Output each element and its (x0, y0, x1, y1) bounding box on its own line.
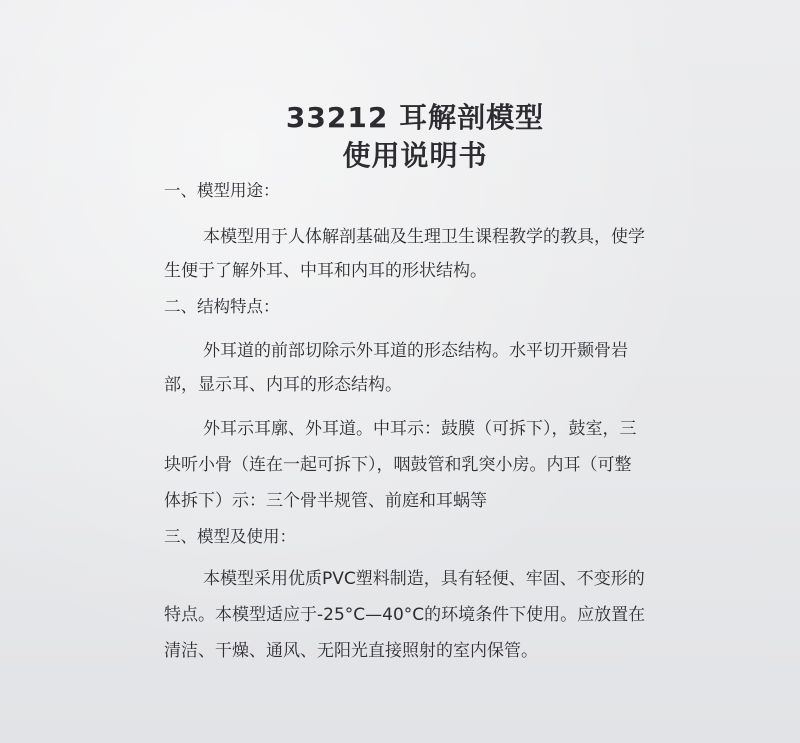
document-title: 33212 耳解剖模型 (285, 101, 545, 134)
section-heading-purpose: 一、模型用途： (164, 181, 280, 200)
paragraph-line: 部，显示耳、内耳的形态结构。 (164, 375, 402, 395)
paragraph-line: 外耳示耳廓、外耳道。中耳示：鼓膜（可拆下），鼓室，三 (203, 419, 637, 439)
section-heading-structure: 二、结构特点： (164, 297, 280, 316)
paragraph-line: 生便于了解外耳、中耳和内耳的形状结构。 (164, 261, 487, 281)
paragraph-line: 特点。本模型适应于-25°C—40°C的环境条件下使用。应放置在 (164, 605, 646, 625)
paragraph-line: 体拆下）示：三个骨半规管、前庭和耳蜗等 (164, 491, 487, 511)
paragraph-line: 外耳道的前部切除示外耳道的形态结构。水平切开颞骨岩 (203, 341, 628, 361)
document-subtitle: 使用说明书 (342, 139, 488, 172)
paragraph-line: 块听小骨（连在一起可拆下），咽鼓管和乳突小房。内耳（可整 (164, 455, 632, 475)
paragraph-line: 本模型用于人体解剖基础及生理卫生课程教学的教具，使学 (203, 227, 645, 247)
section-heading-usage: 三、模型及使用： (164, 527, 296, 546)
paragraph-line: 本模型采用优质PVC塑料制造，具有轻便、牢固、不变形的 (203, 569, 645, 589)
paragraph-line: 清洁、干燥、通风、无阳光直接照射的室内保管。 (164, 641, 538, 661)
